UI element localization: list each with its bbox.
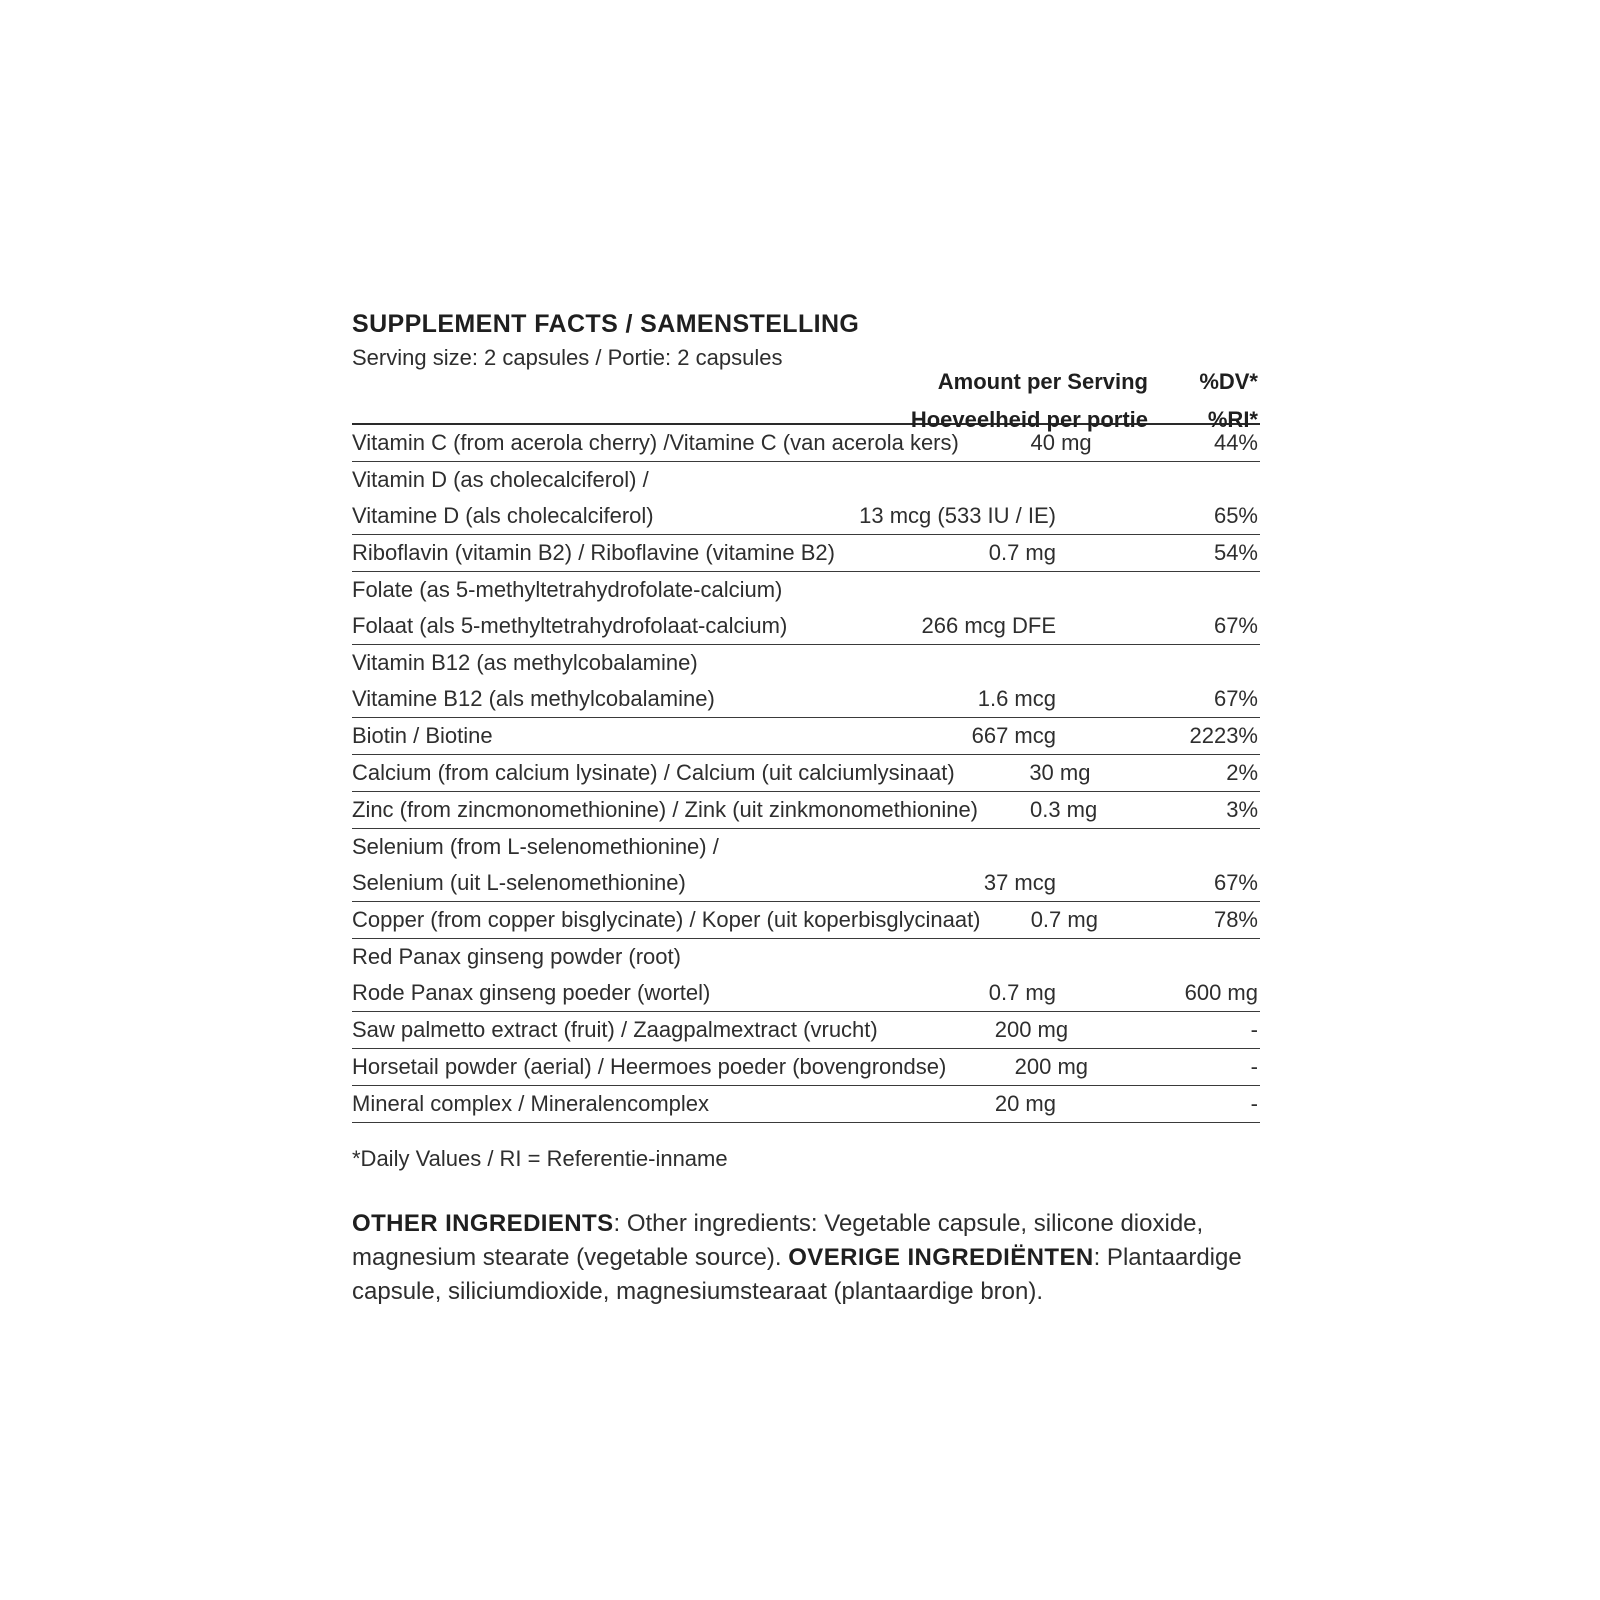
serving-size: Serving size: 2 capsules / Portie: 2 capsules — [352, 345, 783, 370]
other-ingredients-text-nl: : Plantaardige capsule, siliciumdioxide, magnesiumstearaat (plantaardige bron). — [352, 1244, 1242, 1305]
nutrient-name — [352, 535, 836, 571]
page-title: SUPPLEMENT FACTS / SAMENSTELLING — [352, 310, 860, 338]
nutrient-dv: 2% — [1226, 760, 1258, 785]
nutrient-name-line: Horsetail powder (aerial) / Heermoes poeder (bovengrondse) — [352, 1054, 947, 1079]
nutrient-name-line: Saw palmetto extract (fruit) / Zaagpalmextract (vrucht) — [352, 1017, 878, 1042]
nutrient-name-line: Zinc (from zincmonomethionine) / Zink (uit zinkmonomethionine) — [352, 797, 979, 822]
nutrient-name-line: Riboflavin (vitamin B2) / Riboflavine (vitamine B2) — [352, 540, 835, 565]
nutrient-dv: - — [1250, 1054, 1258, 1079]
nutrient-name — [352, 718, 836, 754]
nutrient-amount: 1.6 mcg — [977, 686, 1056, 711]
nutrient-name-line: Vitamine D (als cholecalciferol) — [352, 503, 654, 528]
nutrient-name-line: Vitamine B12 (als methylcobalamine) — [352, 686, 715, 711]
nutrient-name — [352, 755, 955, 791]
nutrient-table — [352, 425, 1260, 1123]
footnote: *Daily Values / RI = Referentie-inname — [352, 1146, 728, 1171]
other-ingredients-label-en: OTHER INGREDIENTS — [352, 1210, 614, 1237]
table-row — [352, 645, 1260, 718]
table-row — [352, 535, 1260, 572]
nutrient-name-line: Mineral complex / Mineralencomplex — [352, 1091, 710, 1116]
nutrient-name-line: Copper (from copper bisglycinate) / Koper (uit koperbisglycinaat) — [352, 907, 981, 932]
nutrient-dv: - — [1250, 1091, 1258, 1116]
nutrient-dv: 600 mg — [1184, 980, 1258, 1005]
header-dv-en: %DV* — [1199, 369, 1258, 394]
table-row — [352, 462, 1260, 535]
nutrient-dv: 2223% — [1189, 723, 1258, 748]
supplement-facts-label — [352, 305, 1260, 1333]
nutrient-dv: - — [1250, 1017, 1258, 1042]
nutrient-amount: 0.7 mg — [988, 540, 1056, 565]
nutrient-name — [352, 792, 978, 828]
nutrient-name — [352, 645, 836, 717]
nutrient-name-line: Selenium (uit L-selenomethionine) — [352, 870, 686, 895]
nutrient-amount: 0.3 mg — [1029, 797, 1098, 822]
nutrient-dv: 78% — [1213, 907, 1258, 932]
table-row — [352, 792, 1260, 829]
nutrient-amount: 667 mcg — [971, 723, 1056, 748]
nutrient-name-line: Folaat (als 5-methyltetrahydrofolaat-calcium) — [352, 613, 788, 638]
table-row — [352, 1012, 1260, 1049]
nutrient-name — [352, 939, 836, 1011]
nutrient-name — [352, 1086, 836, 1122]
table-row — [352, 939, 1260, 1012]
nutrient-dv: 65% — [1213, 503, 1258, 528]
table-row — [352, 718, 1260, 755]
nutrient-name — [352, 462, 836, 534]
nutrient-dv: 67% — [1213, 613, 1258, 638]
nutrient-name — [352, 1049, 946, 1085]
nutrient-name-line: Vitamin B12 (as methylcobalamine) — [352, 650, 698, 675]
other-ingredients-label-nl: OVERIGE INGREDIËNTEN — [788, 1244, 1094, 1271]
header-amount-en: Amount per Serving — [937, 369, 1148, 394]
other-ingredients — [352, 1207, 1272, 1309]
other-ingredients-text-en: : Other ingredients: Vegetable capsule, silicone dioxide, magnesium stearate (vegetable source). — [352, 1210, 1204, 1271]
nutrient-dv: 3% — [1226, 797, 1258, 822]
nutrient-name — [352, 572, 836, 644]
nutrient-dv: 54% — [1213, 540, 1258, 565]
nutrient-name — [352, 1012, 878, 1048]
nutrient-name-line: Folate (as 5-methyltetrahydrofolate-calcium) — [352, 577, 783, 602]
nutrient-dv: 67% — [1213, 870, 1258, 895]
nutrient-amount: 0.7 mg — [988, 980, 1056, 1005]
nutrient-amount: 0.7 mg — [1030, 907, 1098, 932]
table-row — [352, 1086, 1260, 1123]
header-dv-nl: %RI* — [1207, 407, 1258, 432]
nutrient-dv: 67% — [1213, 686, 1258, 711]
table-row — [352, 755, 1260, 792]
nutrient-amount: 13 mcg (533 IU / IE) — [859, 503, 1056, 528]
nutrient-amount: 40 mg — [1030, 430, 1092, 455]
table-row — [352, 829, 1260, 902]
nutrient-name-line: Red Panax ginseng powder (root) — [352, 944, 681, 969]
nutrient-dv: 44% — [1213, 430, 1258, 455]
nutrient-amount: 266 mcg DFE — [921, 613, 1056, 638]
nutrient-name-line: Biotin / Biotine — [352, 723, 493, 748]
nutrient-amount: 37 mcg — [983, 870, 1056, 895]
table-row — [352, 902, 1260, 939]
nutrient-amount: 30 mg — [1029, 760, 1091, 785]
nutrient-name-line: Calcium (from calcium lysinate) / Calcium (uit calciumlysinaat) — [352, 760, 955, 785]
nutrient-name — [352, 829, 836, 901]
nutrient-amount: 200 mg — [994, 1017, 1069, 1042]
header-amount-nl: Hoeveelheid per portie — [910, 407, 1148, 432]
nutrient-name-line: Rode Panax ginseng poeder (wortel) — [352, 980, 711, 1005]
table-header — [352, 343, 1260, 432]
nutrient-name-line: Vitamin D (as cholecalciferol) / — [352, 467, 649, 492]
nutrient-name-line: Selenium (from L-selenomethionine) / — [352, 834, 719, 859]
nutrient-name-line: Vitamin C (from acerola cherry) /Vitamine C (van acerola kers) — [352, 430, 959, 455]
table-row — [352, 572, 1260, 645]
nutrient-amount: 200 mg — [1014, 1054, 1089, 1079]
table-row — [352, 1049, 1260, 1086]
nutrient-name — [352, 902, 981, 938]
nutrient-amount: 20 mg — [994, 1091, 1056, 1116]
